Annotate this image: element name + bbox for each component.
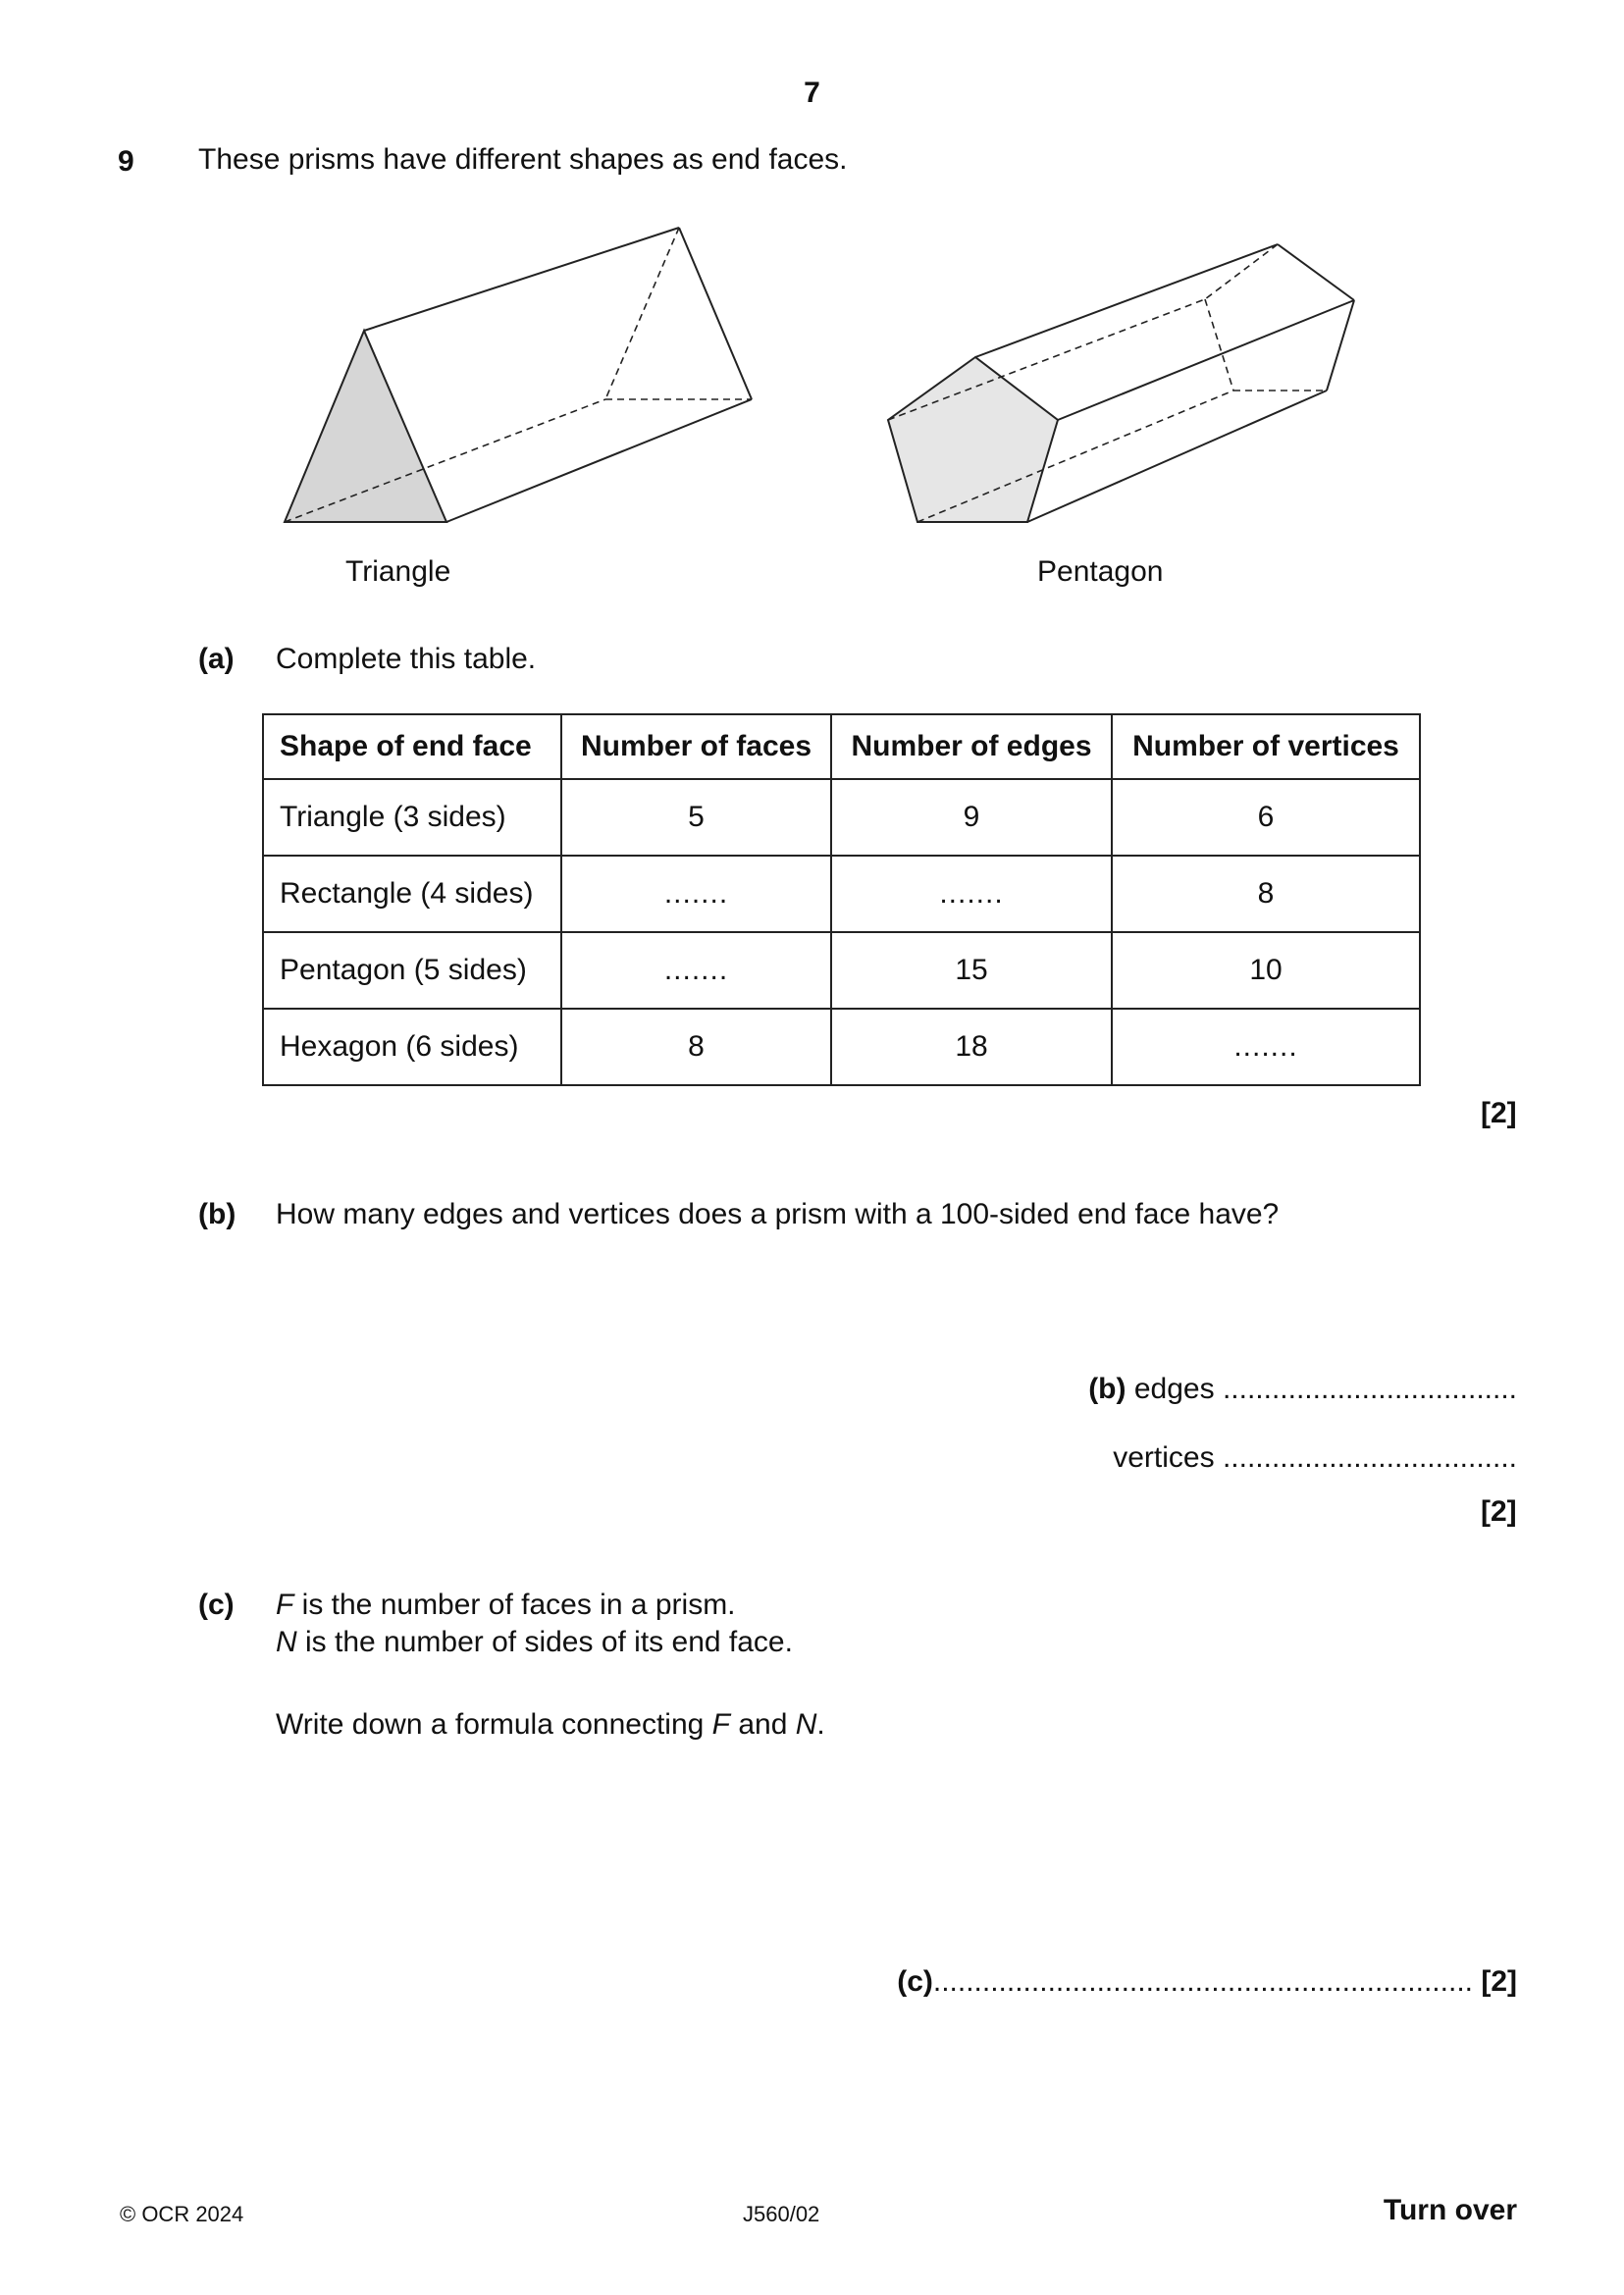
part-c-line2 [276, 1623, 793, 1662]
question-number: 9 [118, 145, 134, 178]
part-a-text: Complete this table. [276, 643, 537, 675]
cell-vertices: 10 [1112, 932, 1420, 1009]
cell-faces: 8 [561, 1009, 831, 1085]
table-row [263, 1009, 1420, 1085]
part-b-label: (b) [198, 1198, 236, 1230]
part-c-mark: [2] [1481, 1965, 1517, 1998]
triangle-label: Triangle [345, 555, 451, 588]
cell-shape: Hexagon (6 sides) [263, 1009, 561, 1085]
var-f: F [276, 1589, 294, 1621]
part-b-vertices-answer[interactable] [981, 1438, 1517, 1478]
prism-figures [265, 211, 1374, 535]
page-number: 7 [804, 77, 820, 109]
table-row [263, 932, 1420, 1009]
cell-vertices: 6 [1112, 779, 1420, 856]
header-edges: Number of edges [831, 714, 1112, 779]
part-c-label: (c) [198, 1589, 235, 1621]
cell-faces-answer[interactable]: ....... [561, 932, 831, 1009]
edges-dots[interactable]: .................................... [1222, 1373, 1517, 1405]
cell-shape: Triangle (3 sides) [263, 779, 561, 856]
part-c-line1 [276, 1586, 736, 1625]
header-shape: Shape of end face [263, 714, 561, 779]
cell-faces: 5 [561, 779, 831, 856]
part-b-answer-label: (b) [1088, 1373, 1126, 1405]
part-b-edges-answer[interactable] [981, 1370, 1517, 1409]
cell-faces-answer[interactable]: ....... [561, 856, 831, 932]
instr-and: and [730, 1708, 796, 1741]
part-a-mark: [2] [1481, 1097, 1517, 1129]
cell-edges: 9 [831, 779, 1112, 856]
cell-vertices: 8 [1112, 856, 1420, 932]
header-faces: Number of faces [561, 714, 831, 779]
cell-shape: Rectangle (4 sides) [263, 856, 561, 932]
cell-edges: 15 [831, 932, 1112, 1009]
line2-text: is the number of sides of its end face. [296, 1626, 793, 1658]
instr-f: F [711, 1708, 730, 1741]
footer-turn-over: Turn over [1383, 2194, 1517, 2226]
part-b-text: How many edges and vertices does a prism with a 100-sided end face have? [276, 1198, 1280, 1230]
part-c-dots[interactable]: .................................................................. [932, 1965, 1473, 1998]
part-c-answer-label: (c) [897, 1965, 933, 1998]
var-n: N [276, 1626, 297, 1658]
table-row [263, 779, 1420, 856]
line1-text: is the number of faces in a prism. [293, 1589, 736, 1621]
instr-n: N [795, 1708, 817, 1741]
cell-edges: 18 [831, 1009, 1112, 1085]
cell-vertices-answer[interactable]: ....... [1112, 1009, 1420, 1085]
edges-label: edges [1133, 1373, 1215, 1405]
part-b-mark: [2] [1481, 1495, 1517, 1528]
cell-edges-answer[interactable]: ....... [831, 856, 1112, 932]
table-header-row [263, 714, 1420, 779]
pentagonal-prism-figure [888, 244, 1354, 522]
instr-end: . [816, 1708, 825, 1741]
part-a-label: (a) [198, 643, 235, 675]
question-intro: These prisms have different shapes as end faces. [198, 143, 848, 176]
footer-copyright: © OCR 2024 [120, 2202, 244, 2226]
vertices-dots[interactable]: .................................... [1222, 1441, 1517, 1474]
footer-code: J560/02 [743, 2202, 820, 2226]
header-vertices: Number of vertices [1112, 714, 1420, 779]
pentagon-label: Pentagon [1037, 555, 1164, 588]
part-c-instruction [276, 1705, 825, 1745]
prism-table [262, 713, 1421, 1086]
table-row [263, 856, 1420, 932]
vertices-label: vertices [1113, 1441, 1215, 1474]
cell-shape: Pentagon (5 sides) [263, 932, 561, 1009]
triangular-prism-figure [285, 228, 752, 522]
part-c-answer-line[interactable] [785, 1962, 1517, 2002]
instr-pre: Write down a formula connecting [276, 1708, 712, 1741]
